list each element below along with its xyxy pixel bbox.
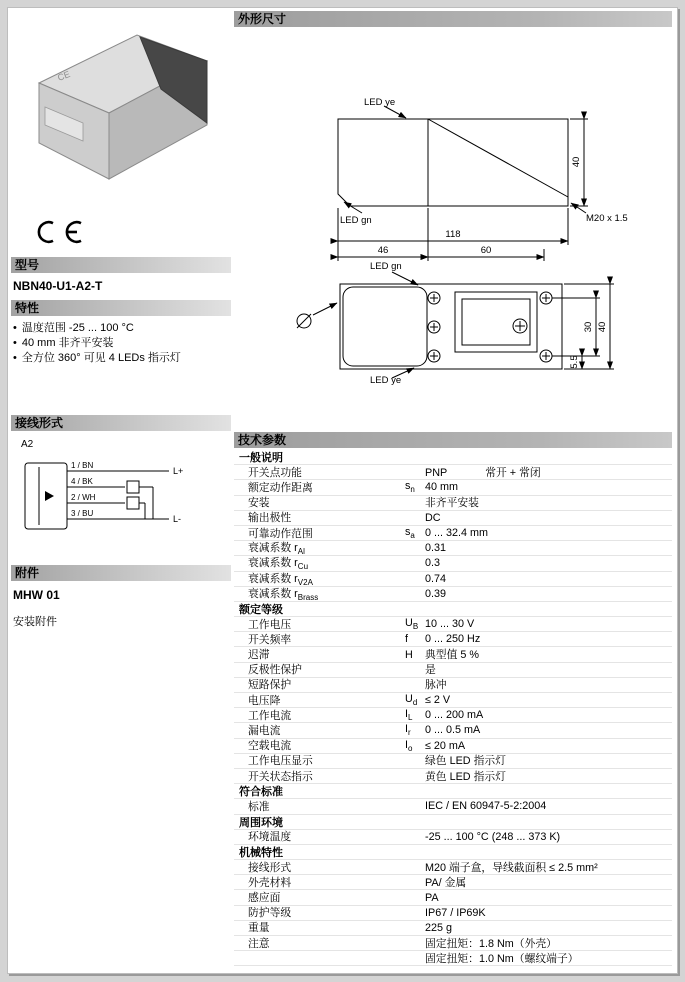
spec-label: 反极性保护 <box>248 664 302 677</box>
terminal-label: 1 / BN <box>71 461 94 470</box>
dim-118-label: 118 <box>445 229 461 240</box>
spec-label: 衰减系数 r <box>248 572 298 585</box>
spec-value: 0.31 <box>425 542 447 555</box>
spec-value: 10 ... 30 V <box>425 618 475 631</box>
spec-row <box>234 951 672 966</box>
dimensions-section-header: 外形尺寸 <box>234 11 672 27</box>
connection-section-header: 接线形式 <box>11 415 231 431</box>
spec-label: 标准 <box>248 800 270 813</box>
side-view-outline <box>338 119 568 206</box>
spec-symbol: U <box>405 693 413 706</box>
spec-value: 0.74 <box>425 572 447 585</box>
spec-value: 黄色 LED 指示灯 <box>425 770 506 783</box>
spec-symbol: I <box>405 708 408 721</box>
spec-label: 注意 <box>248 937 270 950</box>
spec-value: PNP <box>425 466 448 479</box>
spec-row <box>234 663 672 678</box>
spec-row <box>234 496 672 511</box>
spec-value-extra: 常开 + 常闭 <box>485 466 541 479</box>
ce-mark-icon <box>31 219 91 245</box>
spec-label: 衰减系数 r <box>248 557 298 570</box>
spec-symbol-sub: d <box>412 698 418 708</box>
spec-value: 0 ... 32.4 mm <box>425 527 489 540</box>
spec-row <box>234 511 672 526</box>
supply-plus-label: L+ <box>173 466 184 476</box>
terminal-label: 4 / BK <box>71 477 93 486</box>
spec-value: 固定扭矩：1.8 Nm（外壳） <box>425 937 557 950</box>
spec-label: 重量 <box>248 922 270 935</box>
spec-symbol-sub: B <box>412 622 419 632</box>
accessory-description: 安装附件 <box>13 616 57 628</box>
dim-30-label: 30 <box>583 321 594 333</box>
spec-label-sub: Brass <box>297 592 319 602</box>
spec-section-title: 机械特性 <box>239 846 283 859</box>
features-section-header: 特性 <box>11 300 231 316</box>
led-gn-bottom-label: LED gn <box>370 261 402 272</box>
spec-section-row <box>234 815 672 830</box>
terminal-box <box>455 292 537 352</box>
feature-item <box>13 321 231 336</box>
spec-value: ≤ 2 V <box>425 694 451 707</box>
spec-row <box>234 754 672 769</box>
accessories-section-header: 附件 <box>11 565 231 581</box>
spec-row <box>234 890 672 905</box>
spec-row <box>234 936 672 951</box>
spec-symbol-sub: a <box>410 531 415 541</box>
spec-label: 安装 <box>248 497 270 510</box>
spec-row <box>234 693 672 708</box>
features-list <box>13 321 231 366</box>
spec-value: 典型值 5 % <box>425 649 479 662</box>
spec-label-sub: Cu <box>297 562 309 572</box>
spec-row <box>234 875 672 890</box>
terminal-label: 3 / BU <box>71 509 94 518</box>
spec-label: 迟滞 <box>248 649 270 662</box>
top-view-outline <box>340 284 562 369</box>
sensor-head <box>343 287 427 366</box>
dimension-drawing-svg <box>234 31 672 429</box>
spec-row <box>234 647 672 662</box>
spec-section-title: 周围环境 <box>239 816 283 829</box>
spec-value: 非齐平安装 <box>425 497 479 510</box>
spec-row <box>234 921 672 936</box>
spec-row <box>234 678 672 693</box>
spec-label: 接线形式 <box>248 861 292 874</box>
spec-row <box>234 769 672 784</box>
spec-value: -25 ... 100 °C (248 ... 373 K) <box>425 830 561 843</box>
tech-section-header: 技术参数 <box>234 432 672 448</box>
spec-symbol: s <box>405 480 411 493</box>
spec-label: 外壳材料 <box>248 876 292 889</box>
spec-row <box>234 708 672 723</box>
spec-symbol: H <box>405 648 413 661</box>
accessory-model: MHW 01 <box>13 588 60 602</box>
spec-section-row <box>234 845 672 860</box>
spec-row <box>234 739 672 754</box>
spec-value: 0.3 <box>425 557 441 570</box>
spec-row <box>234 587 672 602</box>
dimension-drawing <box>234 31 672 429</box>
dim-5-5-label: 5.5 <box>569 355 580 369</box>
mounting-symbol-icon <box>297 303 337 328</box>
spec-symbol: s <box>405 525 411 538</box>
spec-value: DC <box>425 511 441 524</box>
thread-label: M20 x 1.5 <box>586 213 628 224</box>
spec-section-title: 额定等级 <box>239 603 283 616</box>
feature-text: 温度范围 -25 ... 100 °C <box>21 322 134 334</box>
spec-row <box>234 526 672 541</box>
spec-row <box>234 723 672 738</box>
spec-label: 衰减系数 r <box>248 587 298 600</box>
feature-item <box>13 351 231 366</box>
tech-table <box>234 450 672 966</box>
spec-value: IP67 / IP69K <box>425 906 486 919</box>
spec-row <box>234 465 672 480</box>
spec-value: 是 <box>425 664 436 677</box>
spec-value: 0 ... 200 mA <box>425 709 484 722</box>
spec-section-row <box>234 602 672 617</box>
dim-40-label: 40 <box>571 156 582 168</box>
spec-symbol: I <box>405 723 408 736</box>
spec-value: 225 g <box>425 921 453 934</box>
spec-value: PA <box>425 891 439 904</box>
spec-label: 工作电流 <box>248 709 292 722</box>
product-photo <box>11 11 221 207</box>
spec-symbol-sub: o <box>408 743 413 753</box>
spec-row <box>234 906 672 921</box>
left-column <box>11 11 231 629</box>
spec-value: 固定扭矩：1.0 Nm（螺纹端子） <box>425 952 579 965</box>
spec-label: 空载电流 <box>248 740 292 753</box>
spec-label: 输出极性 <box>248 512 292 525</box>
spec-row <box>234 541 672 556</box>
spec-label: 环境温度 <box>248 831 292 844</box>
supply-minus-label: L- <box>173 514 182 524</box>
spec-symbol: U <box>405 617 413 630</box>
model-number: NBN40-U1-A2-T <box>13 279 103 293</box>
spec-value: 40 mm <box>425 481 458 494</box>
spec-row <box>234 799 672 814</box>
spec-value: 0 ... 0.5 mA <box>425 724 481 737</box>
spec-label: 电压降 <box>248 694 281 707</box>
product-photo-svg <box>11 11 221 207</box>
spec-label: 开关频率 <box>248 633 292 646</box>
wiring-diagram-svg <box>21 453 221 545</box>
spec-label: 衰减系数 r <box>248 542 298 555</box>
spec-value: 脉冲 <box>425 679 447 692</box>
spec-value: 绿色 LED 指示灯 <box>425 755 506 768</box>
feature-text: 全方位 360° 可见 4 LEDs 指示灯 <box>21 352 181 364</box>
spec-label: 漏电流 <box>248 724 281 737</box>
spec-label: 短路保护 <box>248 679 292 692</box>
spec-section-title: 符合标准 <box>239 786 283 799</box>
spec-label: 开关状态指示 <box>248 770 313 783</box>
feature-item <box>13 336 231 351</box>
spec-row <box>234 830 672 845</box>
spec-value: ≤ 20 mA <box>425 739 466 752</box>
spec-label: 防护等级 <box>248 907 292 920</box>
spec-symbol: I <box>405 738 408 751</box>
spec-label-sub: V2A <box>297 577 313 587</box>
spec-label: 额定动作距离 <box>248 481 313 494</box>
spec-row <box>234 556 672 571</box>
spec-value: PA/ 金属 <box>425 876 467 889</box>
wiring-variant-label: A2 <box>21 439 34 450</box>
spec-label: 开关点功能 <box>248 466 302 479</box>
spec-row <box>234 860 672 875</box>
spec-value: IEC / EN 60947-5-2:2004 <box>425 800 547 813</box>
spec-label: 工作电压 <box>248 618 292 631</box>
spec-symbol-sub: L <box>408 713 413 723</box>
dim-46-label: 46 <box>377 245 389 256</box>
terminal-label: 2 / WH <box>71 493 96 502</box>
spec-label-sub: Al <box>297 547 305 557</box>
spec-symbol-sub: n <box>410 485 415 495</box>
spec-symbol-sub: r <box>408 728 411 738</box>
spec-label: 感应面 <box>248 892 281 905</box>
spec-section-title: 一般说明 <box>239 452 283 465</box>
spec-label: 工作电压显示 <box>248 755 313 768</box>
model-section-header: 型号 <box>11 257 231 273</box>
spec-row <box>234 617 672 632</box>
led-ye-bottom-label: LED ye <box>370 375 402 386</box>
spec-value: M20 端子盒，导线截面积 ≤ 2.5 mm² <box>425 861 598 874</box>
spec-label: 可靠动作范围 <box>248 527 313 540</box>
wiring-diagram <box>21 439 231 550</box>
spec-row <box>234 572 672 587</box>
dim-60-label: 60 <box>480 245 492 256</box>
spec-row <box>234 480 672 495</box>
feature-text: 40 mm 非齐平安装 <box>21 337 114 349</box>
right-column <box>234 11 672 966</box>
datasheet-page <box>7 7 678 974</box>
led-gn-label: LED gn <box>340 215 372 226</box>
spec-symbol: f <box>405 633 408 646</box>
spec-section-row <box>234 784 672 799</box>
photo-ce-text: CE <box>56 69 72 83</box>
spec-value: 0 ... 250 Hz <box>425 633 481 646</box>
spec-row <box>234 632 672 647</box>
spec-section-row <box>234 450 672 465</box>
spec-value: 0.39 <box>425 587 447 600</box>
led-ye-label: LED ye <box>364 97 396 108</box>
dim-40b-label: 40 <box>597 321 608 333</box>
